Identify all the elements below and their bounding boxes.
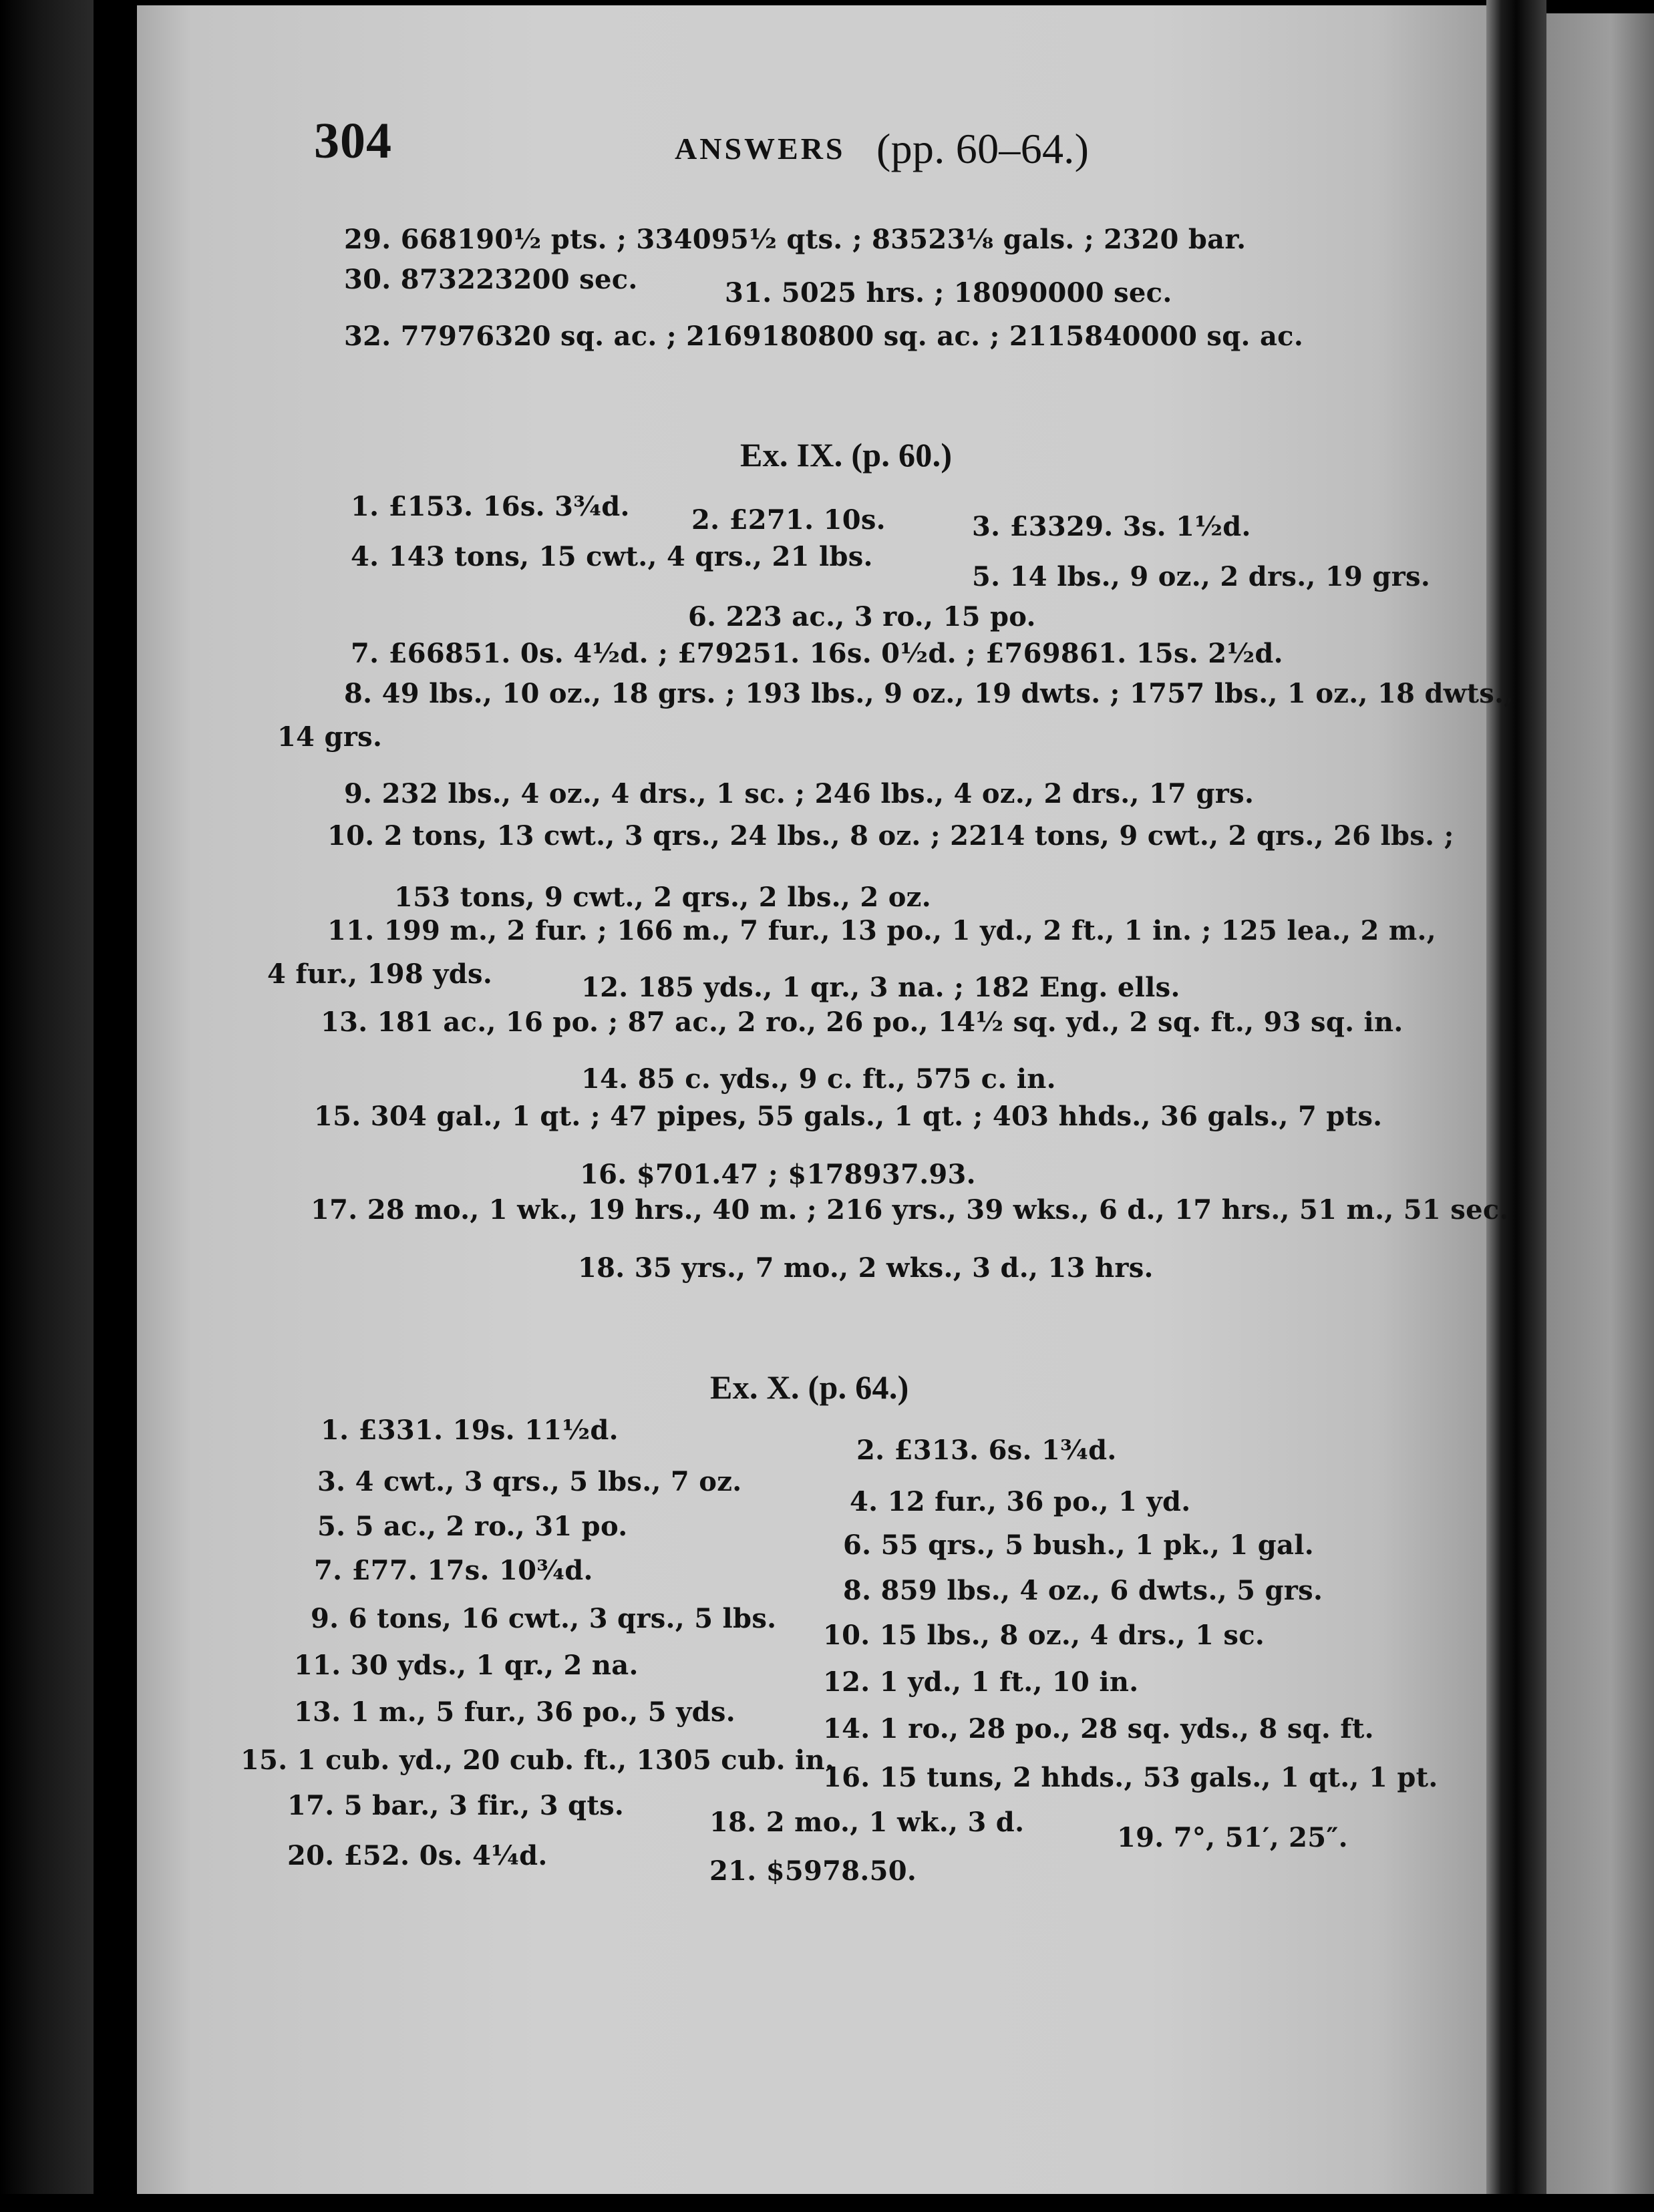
answer-item: 8. 859 lbs., 4 oz., 6 dwts., 5 grs. bbox=[843, 1575, 1323, 1606]
answer-item: 12. 1 yd., 1 ft., 10 in. bbox=[823, 1666, 1139, 1698]
answer-item: 12. 185 yds., 1 qr., 3 na. ; 182 Eng. ells. bbox=[581, 972, 1180, 1003]
answer-item: 11. 199 m., 2 fur. ; 166 m., 7 fur., 13 po., 1 yd., 2 ft., 1 in. ; 125 lea., 2 m., bbox=[327, 915, 1436, 946]
book-gutter bbox=[1486, 0, 1546, 2212]
answer-item: 17. 28 mo., 1 wk., 19 hrs., 40 m. ; 216 yrs., 39 wks., 6 d., 17 hrs., 51 m., 51 sec. bbox=[311, 1194, 1509, 1226]
section-heading-ex-ix: Ex. IX. (p. 60.) bbox=[740, 436, 953, 474]
answer-item: 10. 15 lbs., 8 oz., 4 drs., 1 sc. bbox=[823, 1620, 1265, 1651]
answer-item: 7. £77. 17s. 10¾d. bbox=[314, 1555, 593, 1586]
answer-item: 11. 30 yds., 1 qr., 2 na. bbox=[294, 1650, 639, 1681]
answer-item: 7. £66851. 0s. 4½d. ; £79251. 16s. 0½d. ; £769861. 15s. 2½d. bbox=[351, 638, 1283, 669]
answer-item: 9. 232 lbs., 4 oz., 4 drs., 1 sc. ; 246 lbs., 4 oz., 2 drs., 17 grs. bbox=[344, 778, 1255, 809]
answer-item: 3. 4 cwt., 3 qrs., 5 lbs., 7 oz. bbox=[317, 1466, 742, 1497]
answer-item: 14. 85 c. yds., 9 c. ft., 575 c. in. bbox=[581, 1063, 1056, 1095]
answer-item: 9. 6 tons, 16 cwt., 3 qrs., 5 lbs. bbox=[311, 1603, 777, 1634]
answer-line: 30. 873223200 sec. bbox=[344, 264, 638, 295]
answer-item: 17. 5 bar., 3 fir., 3 qts. bbox=[287, 1790, 625, 1821]
answer-item: 16. $701.47 ; $178937.93. bbox=[580, 1159, 976, 1190]
section-heading-ex-x: Ex. X. (p. 64.) bbox=[710, 1368, 909, 1406]
answer-item: 1. £331. 19s. 11½d. bbox=[321, 1415, 619, 1446]
answer-item: 8. 49 lbs., 10 oz., 18 grs. ; 193 lbs., 9 oz., 19 dwts. ; 1757 lbs., 1 oz., 18 dwts., bbox=[344, 678, 1514, 709]
answer-item: 20. £52. 0s. 4¼d. bbox=[287, 1840, 548, 1871]
answer-item: 14 grs. bbox=[277, 721, 383, 753]
answer-item: 153 tons, 9 cwt., 2 qrs., 2 lbs., 2 oz. bbox=[394, 882, 931, 913]
answer-item: 1. £153. 16s. 3¾d. bbox=[351, 491, 630, 522]
answer-item: 13. 181 ac., 16 po. ; 87 ac., 2 ro., 26 po., 14½ sq. yd., 2 sq. ft., 93 sq. in. bbox=[321, 1006, 1403, 1038]
answer-line: 31. 5025 hrs. ; 18090000 sec. bbox=[725, 277, 1172, 309]
answer-item: 18. 2 mo., 1 wk., 3 d. bbox=[709, 1807, 1025, 1838]
answer-item: 18. 35 yrs., 7 mo., 2 wks., 3 d., 13 hrs. bbox=[578, 1252, 1154, 1284]
answer-item: 6. 55 qrs., 5 bush., 1 pk., 1 gal. bbox=[843, 1529, 1314, 1561]
answer-line: 32. 77976320 sq. ac. ; 2169180800 sq. ac. ; 2115840000 sq. ac. bbox=[344, 321, 1304, 352]
answer-line: 29. 668190½ pts. ; 334095½ qts. ; 83523⅛ gals. ; 2320 bar. bbox=[344, 224, 1247, 255]
answer-item: 15. 304 gal., 1 qt. ; 47 pipes, 55 gals., 1 qt. ; 403 hhds., 36 gals., 7 pts. bbox=[314, 1101, 1383, 1132]
answer-item: 4. 12 fur., 36 po., 1 yd. bbox=[850, 1486, 1191, 1517]
answer-item: 15. 1 cub. yd., 20 cub. ft., 1305 cub. in. bbox=[240, 1744, 835, 1776]
answer-item: 19. 7°, 51′, 25″. bbox=[1117, 1822, 1348, 1853]
answer-item: 14. 1 ro., 28 po., 28 sq. yds., 8 sq. ft. bbox=[823, 1713, 1374, 1744]
page-range: (pp. 60–64.) bbox=[876, 125, 1090, 172]
answer-item: 4 fur., 198 yds. bbox=[267, 958, 493, 990]
answer-item: 5. 14 lbs., 9 oz., 2 drs., 19 grs. bbox=[972, 561, 1431, 592]
answer-item: 6. 223 ac., 3 ro., 15 po. bbox=[688, 601, 1036, 632]
facing-page-edge bbox=[1546, 13, 1654, 2212]
answer-item: 10. 2 tons, 13 cwt., 3 qrs., 24 lbs., 8 oz. ; 2214 tons, 9 cwt., 2 qrs., 26 lbs. ; bbox=[327, 820, 1454, 852]
answer-item: 5. 5 ac., 2 ro., 31 po. bbox=[317, 1511, 628, 1542]
running-title: ANSWERS bbox=[675, 132, 846, 166]
page-number: 304 bbox=[314, 113, 392, 169]
answer-item: 3. £3329. 3s. 1½d. bbox=[972, 511, 1251, 542]
answer-item: 2. £313. 6s. 1¾d. bbox=[856, 1435, 1117, 1466]
answer-item: 16. 15 tuns, 2 hhds., 53 gals., 1 qt., 1 pt. bbox=[823, 1762, 1438, 1793]
book-left-edge bbox=[0, 0, 94, 2212]
answer-item: 2. £271. 10s. bbox=[691, 504, 886, 536]
answer-item: 21. $5978.50. bbox=[709, 1855, 917, 1887]
bottom-shadow bbox=[0, 2194, 1654, 2212]
answer-item: 4. 143 tons, 15 cwt., 4 qrs., 21 lbs. bbox=[351, 541, 873, 572]
answer-item: 13. 1 m., 5 fur., 36 po., 5 yds. bbox=[294, 1696, 735, 1728]
